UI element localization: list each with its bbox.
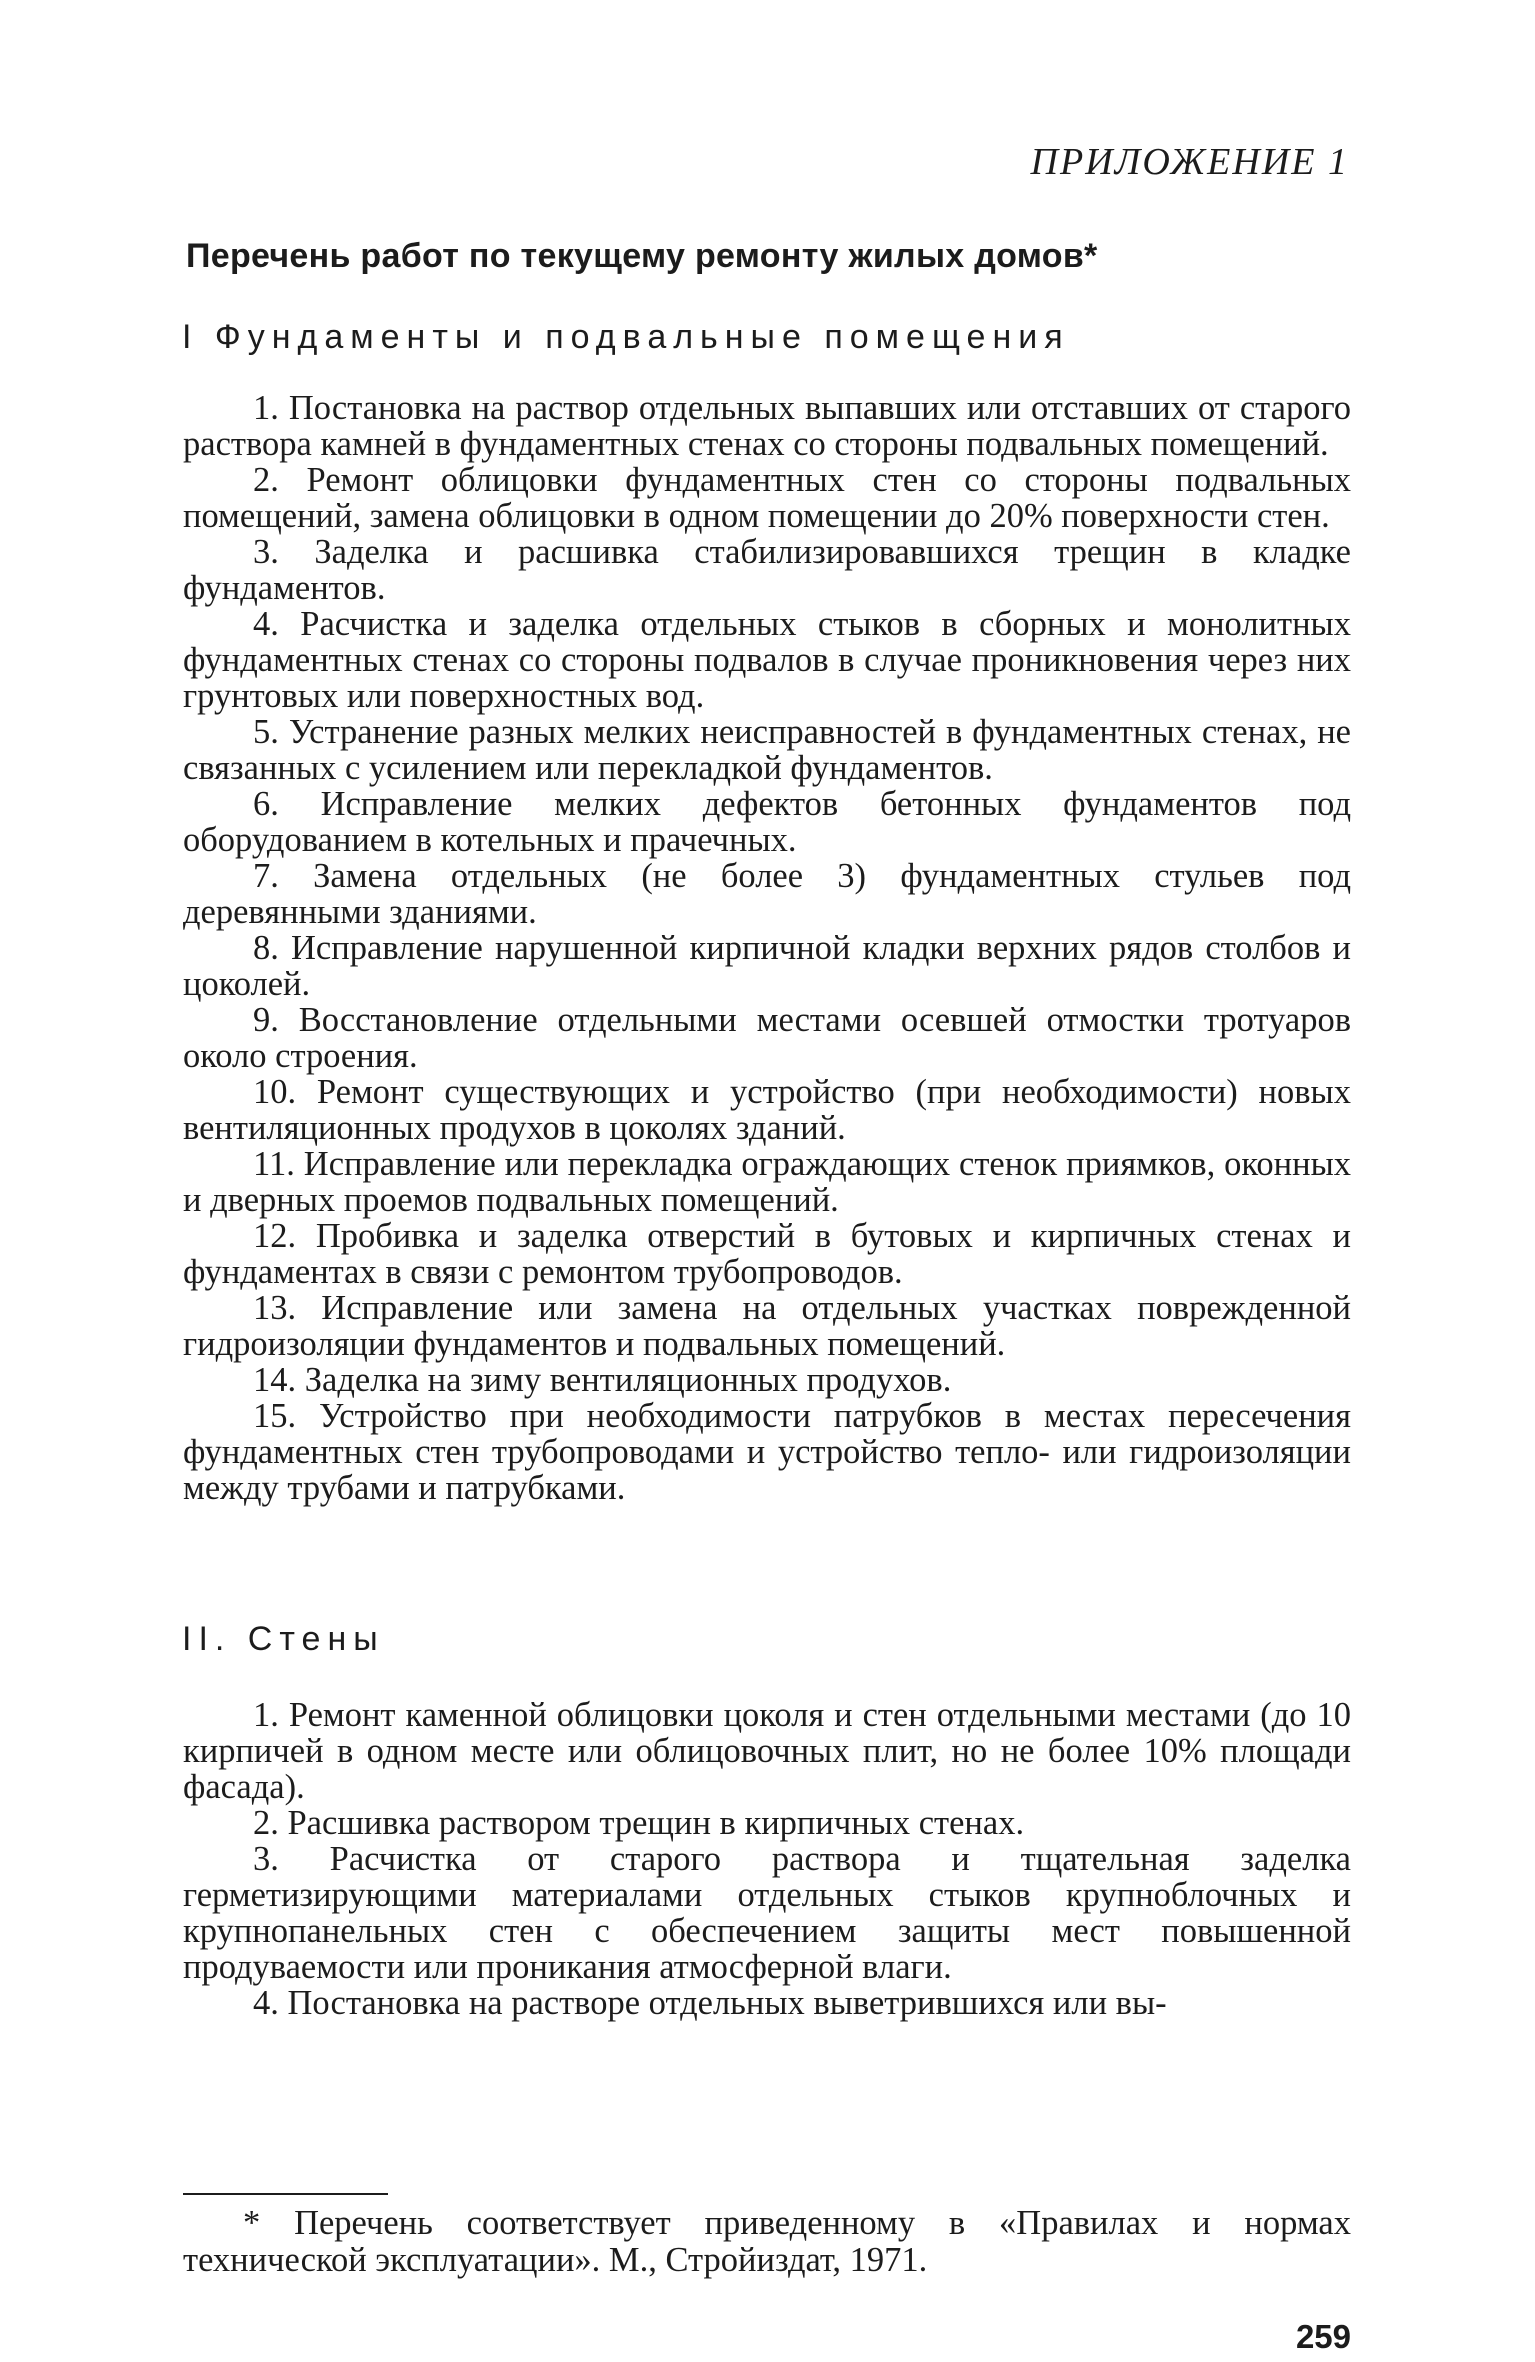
list-item: 3. Заделка и расшивка стабилизировавшихся трещин в кладке фундаментов. [183,533,1351,607]
list-item: 15. Устройство при необходимости патрубков в местах пересечения фундаментных стен трубопроводами и устройство тепло- или гидроизоляции между трубами и патрубками. [183,1397,1351,1507]
footnote [183,2205,1351,2279]
section-1-heading: I Фундаменты и подвальные помещения [182,318,1070,356]
list-item: 3. Расчистка от старого раствора и тщательная заделка герметизирующими материалами отдельных стыков крупноблочных и крупнопанельных стен с обеспечением защиты мест повышенной продуваемости или проникания атмосферной влаги. [183,1840,1351,1986]
list-item: 8. Исправление нарушенной кирпичной кладки верхних рядов столбов и цоколей. [183,929,1351,1003]
list-item: 4. Расчистка и заделка отдельных стыков в сборных и монолитных фундаментных стенах со стороны подвалов в случае проникновения через них грунтовых или поверхностных вод. [183,605,1351,715]
section-1-list [183,390,1351,1506]
section-2-list [183,1697,1351,2021]
list-item: 2. Ремонт облицовки фундаментных стен со стороны подвальных помещений, замена облицовки в одном помещении до 20% поверхности стен. [183,461,1351,535]
list-item: 4. Постановка на растворе отдельных выветрившихся или вы- [253,1984,1167,2022]
list-item: 14. Заделка на зиму вентиляционных продухов. [253,1361,952,1399]
footnote-text: * Перечень соответствует приведенному в «Правилах и нормах технической эксплуатации». М., Стройиздат, 1971. [183,2204,1351,2279]
list-item: 5. Устранение разных мелких неисправностей в фундаментных стенах, не связанных с усилением или перекладкой фундаментов. [183,713,1351,787]
section-2-heading: II. Стены [182,1620,385,1658]
list-item: 2. Расшивка раствором трещин в кирпичных стенах. [253,1804,1025,1842]
list-item: 13. Исправление или замена на отдельных участках поврежденной гидроизоляции фундаментов и подвальных помещений. [183,1289,1351,1363]
list-item: 11. Исправление или перекладка ограждающих стенок приямков, оконных и дверных проемов подвальных помещений. [183,1145,1351,1219]
document-title: Перечень работ по текущему ремонту жилых домов* [186,237,1098,275]
list-item: 1. Постановка на раствор отдельных выпавших или отставших от старого раствора камней в фундаментных стенах со стороны подвальных помещений. [183,389,1351,463]
footnote-divider [183,2193,388,2195]
list-item: 1. Ремонт каменной облицовки цоколя и стен отдельными местами (до 10 кирпичей в одном месте или облицовочных плит, но не более 10% площади фасада). [183,1696,1351,1806]
list-item: 12. Пробивка и заделка отверстий в бутовых и кирпичных стенах и фундаментах в связи с ремонтом трубопроводов. [183,1217,1351,1291]
page-number: 259 [1295,2318,1351,2355]
list-item: 6. Исправление мелких дефектов бетонных фундаментов под оборудованием в котельных и прачечных. [183,785,1351,859]
list-item: 10. Ремонт существующих и устройство (при необходимости) новых вентиляционных продухов в цоколях зданий. [183,1073,1351,1147]
appendix-label: ПРИЛОЖЕНИЕ 1 [1030,141,1349,183]
list-item: 7. Замена отдельных (не более 3) фундаментных стульев под деревянными зданиями. [183,857,1351,931]
list-item: 9. Восстановление отдельными местами осевшей отмостки тротуаров около строения. [183,1001,1351,1075]
